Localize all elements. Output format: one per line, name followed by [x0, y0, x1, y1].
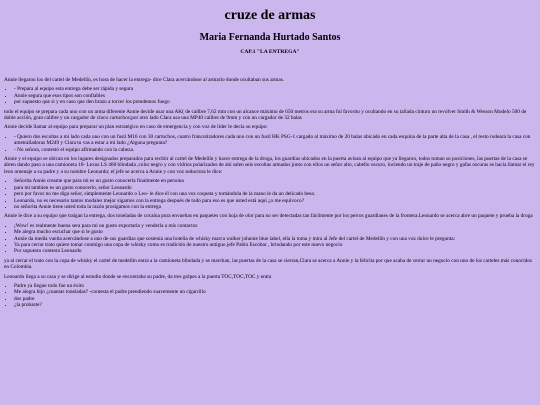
list-item: • ¿la probaste? — [14, 302, 536, 308]
paragraph-5: Annie le dice a su equipo que traigan la entrega, dos toneladas de cocaína pura envueltas en paquetes con hoja de olor para no ser detectadas tan fácilmente por los perros guardianes de la frontera.Leonardo se acerca abre un paquete y prueba la droga — [4, 213, 533, 220]
list-item: • Señorita Annie creame que para mi es un gusto conocerla finalmente en persona — [14, 178, 536, 184]
list-item: • Me alegra hijo ¿cuantas toneladas? -contesta el padre prendiendo suavemente un cigarrillo — [14, 289, 536, 295]
list-item: • Annie segura que esos tipos son confiables — [14, 93, 536, 99]
list-item: • pero por favor no me diga señor, simplemente Leonardo o Leo- le dice él con una voz coqueta y tomándola de la mano le da un delicado beso. — [14, 191, 536, 197]
list-item: • - No señora, contestó el equipo afirmando con la cabeza. — [14, 147, 536, 153]
dialogue-list-4 — [4, 223, 536, 255]
list-item: • - Quiero dos escoltas a mi lado cada uno con un fusil M16 con 30 cartuchos, cuatro francotiradores cada uno con un fusil HK PSG-1 cargado al máximo de 20 balas ubicado en cada esquina de la parte alta de la casa , el resto rodeara la casa con ametralladoras M249 y Clara tu vas a estar a mi lado ¿Alguna pregunta? — [14, 134, 536, 147]
list-item: • Annie da media vuelta acercándose a uno de sus guardias que sostenía una botella de whisky marca walker johnnie blue label, ella la toma y mira al Jefe del cartel de Medellín y con una voz dulce le pregunta: — [14, 236, 536, 242]
list-item: • no señorita Annie tiene usted toda la razón prosigamos con la entrega — [14, 204, 536, 210]
list-item: • ¡Wow! es realmente buena sera para mi un gusto exportarla y venderla a mis contactos — [14, 223, 536, 229]
paragraph-2: todo el equipo se prepara cada uno con un arma diferente Annie decide usar una AK( de calibre 7,62 mm con un alcance máximo de 650 metros era su arma ful favorito y ocultando en su tallada cinturu un revólver Smith & Wesson Modelo 500 de doble acción, gran calibre y un cargador de cinco cartuchos;por otro lado Clara usa una MP40 calibre de 9mm y con un cargador de 32 balas — [4, 108, 527, 122]
paragraph-6: ya al cerrar el trato con la copa de whisky el cartel de medellín entra a la camioneta blindada y se marchan, las puertas de la casa se cierran,Clara se acerca a Annie y la felicita por que acaba de cerrar un negocio con uno de los carteles más conocidos en Colombia. — [4, 257, 533, 271]
dialogue-list-2 — [4, 134, 536, 153]
list-item: • Me alegra mucho escuchar que si le gusto — [14, 229, 536, 235]
list-item: • Leonardo, no es necesario tantos modales mejor sigamos con la entrega después de todo para eso es que usted está aquí ¿o me equivoco? — [14, 198, 536, 204]
dialogue-list-3 — [4, 178, 536, 210]
list-item: • dos padre — [14, 296, 536, 302]
list-item: • Por supuesto contesta Leonardo — [14, 248, 536, 254]
paragraph-1: Annie llegaron los del cartel de Medellín, es hora de hacer la entrega- dice Clara acercándose al armario donde ocultaban sus armas. — [4, 77, 285, 83]
dialogue-list-5 — [4, 283, 536, 309]
dialogue-list-1 — [4, 86, 536, 105]
list-item: • Padre ya llegue todo fue un éxito — [14, 283, 536, 289]
list-item: • por supuesto que si y en caso que den brazo a torcer los prendemos fuego — [14, 99, 536, 105]
list-item: • para mi tambien es un gusto conocerlo, señor Leonardo — [14, 185, 536, 191]
document-title: cruze de armas — [224, 8, 316, 23]
paragraph-7: Leonardo llega a su casa y se dirige al estudio donde se encontraba su padre, da tres golpes a la puerta TOC,TOC,TOC y entra — [4, 273, 272, 280]
chapter-heading: CAP.1 "LA ENTREGA" — [240, 49, 300, 55]
author-name: Maria Fernanda Hurtado Santos — [199, 32, 341, 43]
paragraph-3: Annie decide llamar al equipo para preparar un plan estratégico en caso de emergencia y con voz de líder le decía su equipo: — [4, 124, 268, 131]
list-item: • - Prepara al equipo esta entrega debe ser rápida y segura — [14, 86, 536, 92]
paragraph-4: Annie y el equipo se ubican en los lugares designados preparados para recibir al cartel de Medellín y hacer entrega de la droga, los guardias ubicados en la puerta avisan al equipo que ya llegaron, todos toman su posiciones, las puertas de la casa se abren dando paso a una camioneta 10- Lexus LS 460 blindada ,color negro y con vidrios polarizados de ahí salen seis escoltas armados junto con ellos un señor alto, cabello oscuro, luciendo un traje de paño negro y gafas oscuras se hacia llamar el rey leon omenaje a su padre y a su nombre Leonardo; el jefe se acerca a Annie y con voz seductora le dice: — [4, 156, 535, 175]
list-item: • Ya para cerrar trato quiere tomar conmigo una copa de whisky como es tradición de nuestro antiguo jefe Pablo Escobar , brindando por este nuevo negocio — [14, 242, 536, 248]
